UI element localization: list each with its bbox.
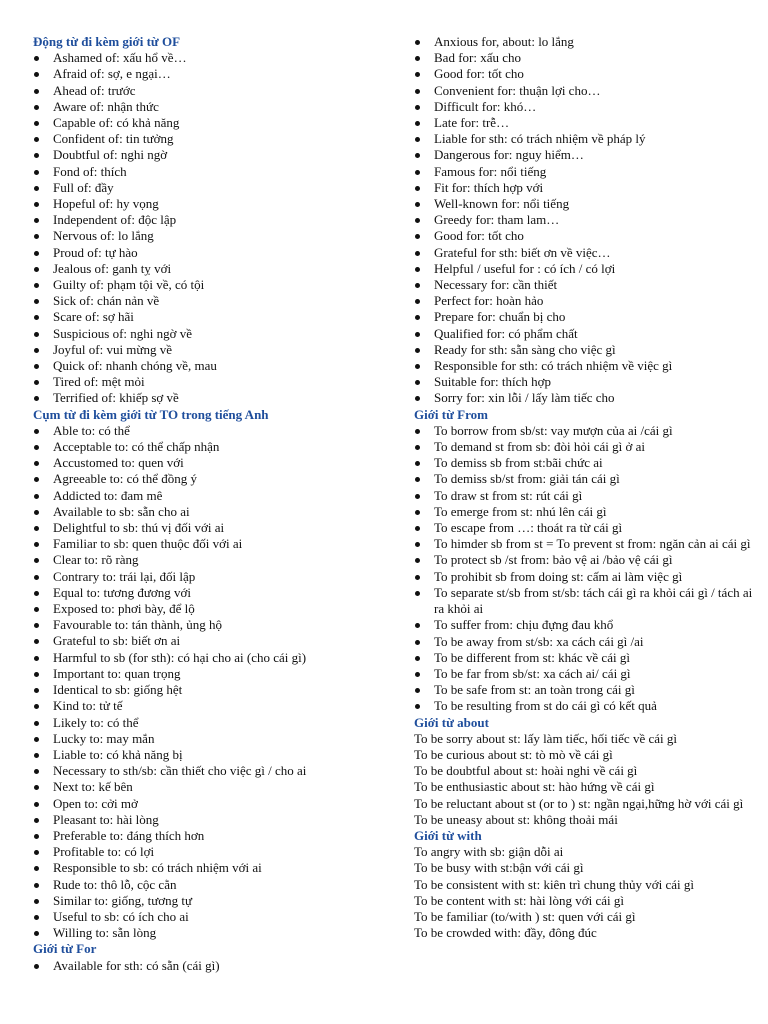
- list-item-for: Necessary for: cần thiết: [414, 277, 754, 293]
- list-item-of: Suspicious of: nghi ngờ về: [33, 326, 393, 342]
- left-column: [33, 34, 393, 974]
- list-item-to: Agreeable to: có thể đồng ý: [33, 471, 393, 487]
- list-item-to: Familiar to sb: quen thuộc đối với ai: [33, 536, 393, 552]
- list-item-of: Proud of: tự hào: [33, 245, 393, 261]
- list-item-to: Favourable to: tán thành, ủng hộ: [33, 617, 393, 633]
- heading-to: Cụm từ đi kèm giới từ TO trong tiếng Anh: [33, 406, 269, 422]
- heading-about: Giới từ about: [414, 714, 489, 730]
- list-item-to: Open to: cởi mở: [33, 796, 393, 812]
- list-item-from: To suffer from: chịu đựng đau khổ: [414, 617, 754, 633]
- list-item-for: Greedy for: tham lam…: [414, 212, 754, 228]
- list-item-for: Prepare for: chuẩn bị cho: [414, 309, 754, 325]
- list-item-of: Doubtful of: nghi ngờ: [33, 147, 393, 163]
- list-item-from: To borrow from sb/st: vay mượn của ai /cái gì: [414, 423, 754, 439]
- list-item-of: Independent of: độc lập: [33, 212, 393, 228]
- line-about: To be enthusiastic about st: hào hứng về cái gì: [414, 779, 655, 795]
- list-item-to: Next to: kế bên: [33, 779, 393, 795]
- list-item-for: Late for: trễ…: [414, 115, 754, 131]
- list-item-of: Joyful of: vui mừng về: [33, 342, 393, 358]
- list-item-to: Addicted to: đam mê: [33, 488, 393, 504]
- list-item-to: Exposed to: phơi bày, để lộ: [33, 601, 393, 617]
- list-item-for: Good for: tốt cho: [414, 66, 754, 82]
- list-item-for: Grateful for sth: biết ơn về việc…: [414, 245, 754, 261]
- list-item-from: To be resulting from st do cái gì có kết quả: [414, 698, 754, 714]
- list-item-from: To himder sb from st = To prevent st from: ngăn cản ai cái gì: [414, 536, 754, 552]
- line-with: To be consistent with st: kiên trì chung thủy với cái gì: [414, 876, 695, 892]
- list-item-to: Liable to: có khả năng bị: [33, 747, 393, 763]
- list-item-from: To be safe from st: an toàn trong cái gì: [414, 682, 754, 698]
- list-item-of: Full of: đầy: [33, 180, 393, 196]
- list-item-to: Pleasant to: hài lòng: [33, 812, 393, 828]
- list-item-for: Bad for: xấu cho: [414, 50, 754, 66]
- list-of: [33, 50, 393, 406]
- list-item-to: Profitable to: có lợi: [33, 844, 393, 860]
- list-item-to: Lucky to: may mắn: [33, 731, 393, 747]
- list-item-of: Sick of: chán nản về: [33, 293, 393, 309]
- right-column: [414, 34, 754, 941]
- list-item-of: Afraid of: sợ, e ngại…: [33, 66, 393, 82]
- list-item-of: Fond of: thích: [33, 164, 393, 180]
- list-item-of: Ahead of: trước: [33, 83, 393, 99]
- list-item-of: Tired of: mệt mỏi: [33, 374, 393, 390]
- list-item-for: Available for sth: có sẵn (cái gì): [33, 958, 393, 974]
- list-item-of: Guilty of: phạm tội về, có tội: [33, 277, 393, 293]
- list-item-to: Willing to: sẵn lòng: [33, 925, 393, 941]
- list-item-to: Likely to: có thể: [33, 715, 393, 731]
- list-item-for: Helpful / useful for : có ích / có lợi: [414, 261, 754, 277]
- list-item-for: Suitable for: thích hợp: [414, 374, 754, 390]
- list-item-from: To emerge from st: nhú lên cái gì: [414, 504, 754, 520]
- heading-with: Giới từ with: [414, 827, 482, 843]
- list-item-to: Accustomed to: quen với: [33, 455, 393, 471]
- list-item-of: Hopeful of: hy vọng: [33, 196, 393, 212]
- list-item-of: Scare of: sợ hãi: [33, 309, 393, 325]
- list-item-to: Harmful to sb (for sth): có hại cho ai (cho cái gì): [33, 650, 393, 666]
- line-with: To be crowded with: đầy, đông đúc: [414, 925, 597, 941]
- list-item-to: Similar to: giống, tương tự: [33, 893, 393, 909]
- list-item-for: Anxious for, about: lo lắng: [414, 34, 754, 50]
- list-item-of: Nervous of: lo lắng: [33, 228, 393, 244]
- list-item-to: Delightful to sb: thú vị đối với ai: [33, 520, 393, 536]
- list-item-to: Contrary to: trái lại, đối lập: [33, 569, 393, 585]
- list-item-to: Important to: quan trọng: [33, 666, 393, 682]
- list-item-for: Good for: tốt cho: [414, 228, 754, 244]
- list-item-to: Useful to sb: có ích cho ai: [33, 909, 393, 925]
- line-about: To be uneasy about st: không thoải mái: [414, 811, 618, 827]
- list-item-from: To be away from st/sb: xa cách cái gì /ai: [414, 634, 754, 650]
- list-item-for: Responsible for sth: có trách nhiệm về việc gì: [414, 358, 754, 374]
- list-item-of: Capable of: có khả năng: [33, 115, 393, 131]
- list-item-from: To prohibit sb from doing st: cấm ai làm việc gì: [414, 569, 754, 585]
- list-item-to: Kind to: tử tế: [33, 698, 393, 714]
- list-from: [414, 423, 754, 715]
- line-about: To be curious about st: tò mò về cái gì: [414, 746, 613, 762]
- list-item-to: Identical to sb: giống hệt: [33, 682, 393, 698]
- list-item-for: Ready for sth: sẵn sàng cho việc gì: [414, 342, 754, 358]
- list-item-from: To draw st from st: rút cái gì: [414, 488, 754, 504]
- list-item-for: Famous for: nổi tiếng: [414, 164, 754, 180]
- list-item-for: Well-known for: nổi tiếng: [414, 196, 754, 212]
- list-item-from: To escape from …: thoát ra từ cái gì: [414, 520, 754, 536]
- line-with: To be busy with st:bận với cái gì: [414, 860, 584, 876]
- list-item-to: Acceptable to: có thể chấp nhận: [33, 439, 393, 455]
- list-item-of: Confident of: tin tưởng: [33, 131, 393, 147]
- list-item-to: Rude to: thô lỗ, cộc cằn: [33, 877, 393, 893]
- list-item-to: Equal to: tương đương với: [33, 585, 393, 601]
- list-item-to: Able to: có thể: [33, 423, 393, 439]
- list-item-to: Grateful to sb: biết ơn ai: [33, 633, 393, 649]
- line-about: To be reluctant about st (or to ) st: ngần ngại,hững hờ với cái gì: [414, 795, 744, 811]
- heading-for: Giới từ For: [33, 941, 97, 957]
- list-item-from: To be different from st: khác về cái gì: [414, 650, 754, 666]
- line-about: To be doubtful about st: hoài nghi về cái gì: [414, 763, 638, 779]
- list-item-for: Fit for: thích hợp với: [414, 180, 754, 196]
- lines-with: [414, 844, 754, 941]
- line-with: To be content with st: hài lòng với cái gì: [414, 892, 624, 908]
- list-item-for: Liable for sth: có trách nhiệm về pháp lý: [414, 131, 754, 147]
- list-item-from: To protect sb /st from: bảo vệ ai /bảo vệ cái gì: [414, 552, 754, 568]
- list-item-for: Difficult for: khó…: [414, 99, 754, 115]
- list-item-from: To demiss sb/st from: giải tán cái gì: [414, 471, 754, 487]
- list-item-from: To separate st/sb from st/sb: tách cái gì ra khỏi cái gì / tách ai ra khỏi ai: [414, 585, 754, 617]
- list-item-of: Aware of: nhận thức: [33, 99, 393, 115]
- list-item-to: Available to sb: sẵn cho ai: [33, 504, 393, 520]
- list-item-from: To demand st from sb: đòi hỏi cái gì ở ai: [414, 439, 754, 455]
- list-item-for: Dangerous for: nguy hiểm…: [414, 147, 754, 163]
- list-item-to: Clear to: rõ ràng: [33, 552, 393, 568]
- lines-about: [414, 731, 754, 828]
- list-item-of: Ashamed of: xấu hổ về…: [33, 50, 393, 66]
- list-item-for: Qualified for: có phẩm chất: [414, 326, 754, 342]
- list-to: [33, 423, 393, 942]
- heading-from: Giới từ From: [414, 406, 488, 422]
- list-item-for: Sorry for: xin lỗi / lấy làm tiếc cho: [414, 390, 754, 406]
- list-item-of: Terrified of: khiếp sợ về: [33, 390, 393, 406]
- list-item-for: Perfect for: hoàn hảo: [414, 293, 754, 309]
- list-for-right: [414, 34, 754, 407]
- line-about: To be sorry about st: lấy làm tiếc, hối tiếc về cái gì: [414, 730, 677, 746]
- list-item-from: To be far from sb/st: xa cách ai/ cái gì: [414, 666, 754, 682]
- list-item-to: Responsible to sb: có trách nhiệm với ai: [33, 860, 393, 876]
- line-with: To angry with sb: giận dỗi ai: [414, 844, 564, 860]
- list-item-from: To demiss sb from st:bãi chức ai: [414, 455, 754, 471]
- list-item-to: Preferable to: đáng thích hơn: [33, 828, 393, 844]
- list-for-left: [33, 958, 393, 974]
- list-item-of: Quick of: nhanh chóng về, mau: [33, 358, 393, 374]
- heading-of: Động từ đi kèm giới từ OF: [33, 34, 181, 49]
- list-item-for: Convenient for: thuận lợi cho…: [414, 83, 754, 99]
- list-item-to: Necessary to sth/sb: cần thiết cho việc gì / cho ai: [33, 763, 393, 779]
- line-with: To be familiar (to/with ) st: quen với cái gì: [414, 908, 636, 924]
- list-item-of: Jealous of: ganh tỵ với: [33, 261, 393, 277]
